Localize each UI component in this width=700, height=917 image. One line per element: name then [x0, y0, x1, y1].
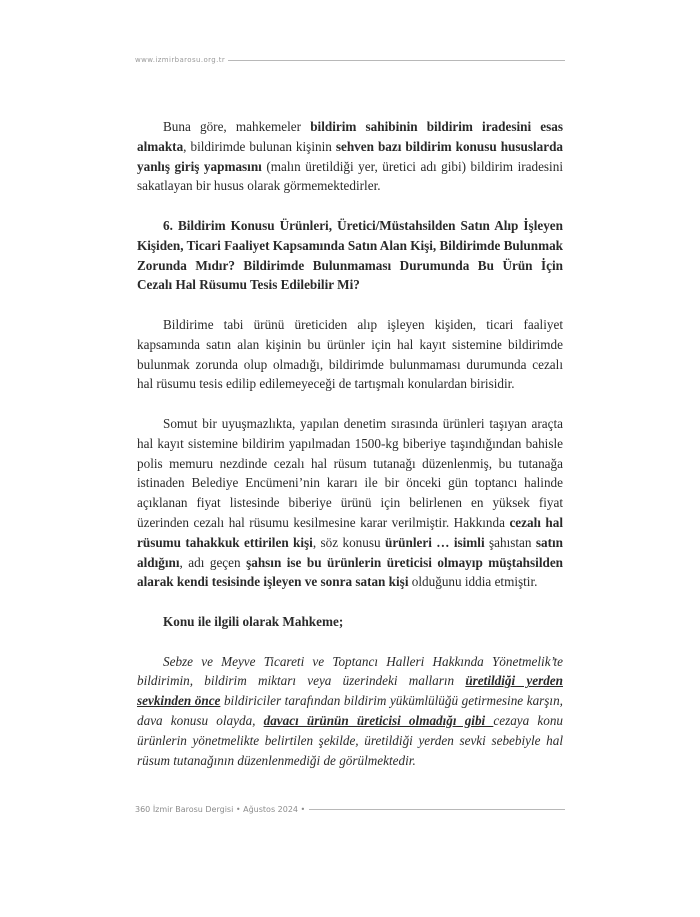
quote-emphasis-1: üretildiği yerden sevkinden önce: [137, 673, 563, 709]
p3-text-4: , adı geçen: [179, 554, 247, 570]
section-heading: 6. Bildirim Konusu Ürünleri, Üretici/Müstahsilden Satın Alıp İşleyen Kişiden, Ticari Faaliyet Kapsamında Satın Alan Kişi, Bildirimde Bulunmak Zorunda Mıdır? Bildirimde Bulunmaması Durumunda Bu Ürün İçin Cezalı Hal Rüsumu Tesis Edilebilir Mi?: [137, 217, 563, 293]
p3-text-2: , söz konusu: [312, 534, 385, 550]
paragraph-2: Bildirime tabi ürünü üreticiden alıp işleyen kişiden, ticari faaliyet kapsamında satın alan kişinin bu ürünler için hal kayıt sistemine bildirimde bulunmak zorunda olup olmadığı, bildirimde bulunmaması durumunda cezalı hal rüsumu tesis edilip edilemeyeceği de tartışmalı konulardan birisidir.: [137, 316, 563, 392]
quote-text-3: cezaya konu ürünlerin yönetmelikte belirtilen şekilde, üretildiği yerden sevki sebebiyle hal rüsum tutanağının düzenlenmediği de görülmektedir.: [137, 712, 564, 768]
p3-bold-1: cezalı hal rüsumu tahakkuk ettirilen kişi: [137, 514, 563, 550]
court-quote: [137, 652, 563, 771]
article-body: [137, 117, 563, 770]
p1-bold-2: sehven bazı bildirim konusu hususlarda yanlış giriş yapmasını: [137, 138, 563, 174]
p3-text-1: Somut bir uyuşmazlıkta, yapılan denetim sırasında ürünleri taşıyan araçta hal kayıt sistemine bildirim yapılmadan 1500-kg biberiye taşındığından bahisle polis memuru nezdinde cezalı hal rüsum tutanağı düzenlenmiş, bu tutanağa istinaden Belediye Encümeni’nin kararı ile bir önceki gün toptancı halinde açıklanan fiyat listesinde biberiye ürünü için belirlenen en yüksek fiyat üzerinden cezalı hal rüsumu kesilmesine karar verilmiştir. Hakkında: [137, 415, 563, 530]
p3-bold-4: şahsın ise bu ürünlerin üreticisi olmayıp müştahsilden alarak kendi tesisinde işleyen ve sonra satan kişi: [137, 554, 564, 590]
header-url: www.izmirbarosu.org.tr: [135, 56, 226, 64]
p3-text-3: şahıstan: [484, 534, 536, 550]
quote-emphasis-2: davacı ürünün üreticisi olmadığı gibi: [263, 712, 494, 728]
p1-text-2: , bildirimde bulunan kişinin: [183, 138, 336, 154]
p3-text-5: olduğunu iddia etmiştir.: [408, 574, 538, 590]
p1-text-1: Buna göre, mahkemeler: [163, 119, 311, 134]
paragraph-3: [137, 414, 563, 592]
court-intro: Konu ile ilgili olarak Mahkeme;: [163, 613, 344, 629]
quote-text-1: Sebze ve Meyve Ticareti ve Toptancı Halleri Hakkında Yönetmelik’te bildirimin, bildirim miktarı veya üzerindeki malların: [137, 653, 563, 689]
page-header: [135, 54, 565, 66]
p1-bold-1: bildirim sahibinin bildirim iradesini esas almakta: [137, 119, 563, 154]
footer-rule: [309, 809, 565, 810]
footer-text: 360 İzmir Barosu Dergisi • Ağustos 2024 •: [135, 804, 306, 814]
p3-bold-2: ürünleri … isimli: [384, 534, 485, 550]
quote-text-2: bildiriciler tarafından bildirim yükümlülüğü getirmesine karşın, dava konusu olayda,: [137, 693, 563, 728]
header-rule: [228, 60, 565, 61]
paragraph-1: [137, 117, 563, 196]
page-footer: [135, 803, 565, 815]
p1-text-3: (malın üretildiği yer, üretici adı gibi) bildirim iradesini sakatlayan bir husus olarak görmemektedirler.: [137, 158, 563, 194]
p3-bold-3: satın aldığını: [137, 534, 563, 570]
